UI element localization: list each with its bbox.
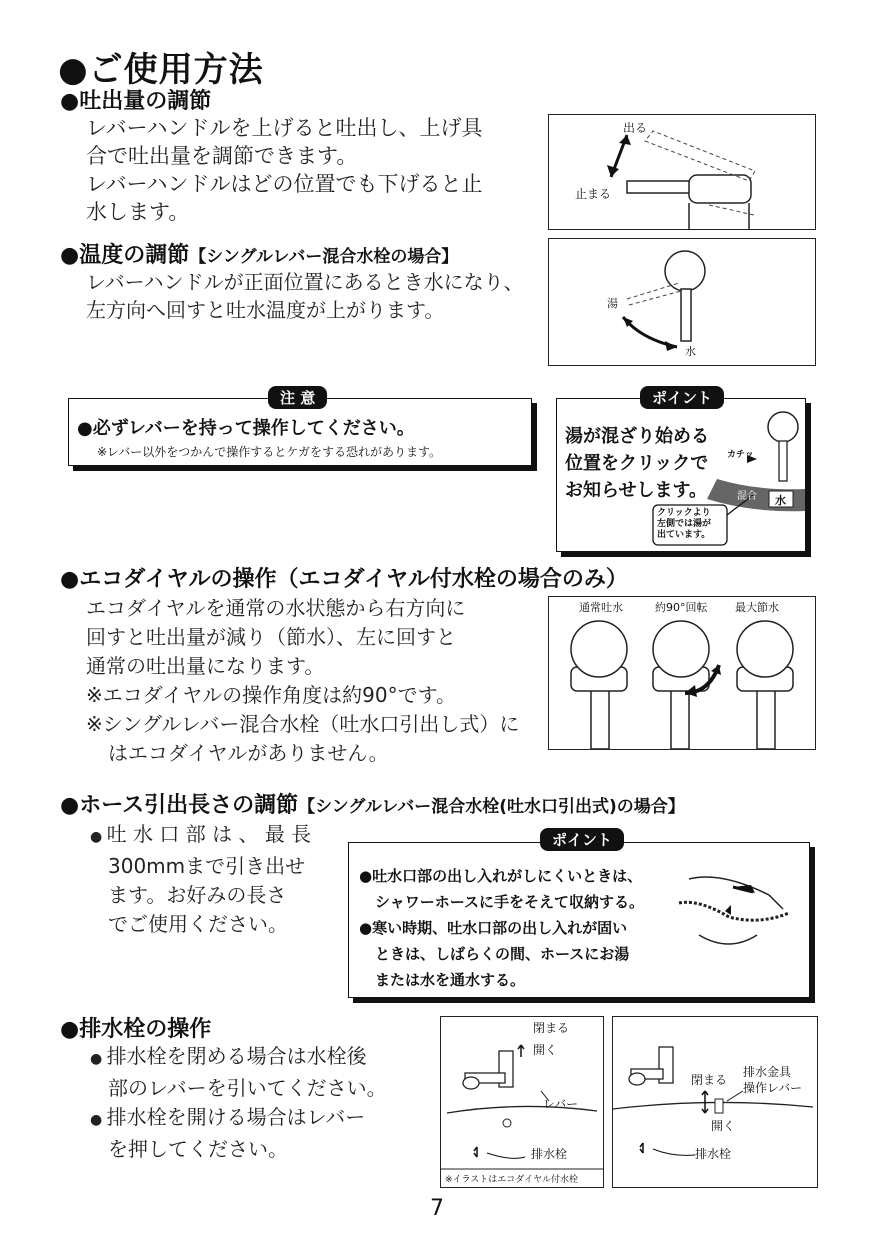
point1-note bbox=[657, 508, 711, 541]
drain1-close-label: 閉まる bbox=[533, 1021, 570, 1035]
drain2-plug-label: 排水栓 bbox=[695, 1147, 732, 1161]
temp-figure bbox=[548, 238, 816, 366]
drain-figure-2 bbox=[612, 1016, 818, 1188]
drain-lever-illustration bbox=[441, 1017, 603, 1187]
point1-line: お知らせします。 bbox=[565, 480, 708, 501]
flow-line: レバーハンドルを上げると吐出し、上げ具 bbox=[86, 116, 483, 140]
point1-box bbox=[556, 398, 806, 552]
hose-line: ます。お好みの長さ bbox=[108, 883, 287, 907]
flow-line: 水します。 bbox=[86, 200, 190, 224]
drain-heading: ●排水栓の操作 bbox=[60, 1017, 212, 1042]
eco-line: 通常の吐出量になります。 bbox=[86, 654, 325, 678]
temp-line: 左方向へ回すと吐水温度が上がります。 bbox=[86, 298, 445, 322]
eco-line: はエコダイヤルがありません。 bbox=[108, 741, 389, 765]
flow-line: レバーハンドルはどの位置でも下げると止 bbox=[86, 172, 483, 196]
drain2-open-label: 開く bbox=[711, 1119, 736, 1133]
drain2-lever-label-1: 排水金具 bbox=[743, 1065, 792, 1079]
temp-hot-label: 湯 bbox=[607, 297, 618, 310]
drain2-lever-label-2: 操作レバー bbox=[743, 1081, 803, 1095]
drain1-note: ※イラストはエコダイヤル付水栓 bbox=[445, 1175, 579, 1185]
point1-note-line: クリックより bbox=[657, 508, 711, 518]
point1-line: 位置をクリックで bbox=[565, 453, 709, 474]
drain-line: ● 排水栓を閉める場合は水栓後 bbox=[90, 1042, 387, 1074]
point2-line: ●吐水口部の出し入れがしにくいときは、 bbox=[359, 867, 643, 885]
drain-figure-1 bbox=[440, 1016, 604, 1188]
point1-click-label: カチッ bbox=[727, 450, 754, 460]
flow-line: 合で吐出量を調節できます。 bbox=[86, 144, 358, 168]
point1-mix-label: 混合 bbox=[737, 491, 757, 502]
hose-text bbox=[90, 820, 311, 939]
eco-figure bbox=[548, 596, 816, 750]
hose-hand-illustration bbox=[349, 843, 809, 997]
eco-label-max: 最大節水 bbox=[735, 601, 779, 614]
drain-line: 部のレバーを引いてください。 bbox=[108, 1076, 387, 1100]
drain1-plug-label: 排水栓 bbox=[531, 1147, 568, 1161]
drain1-lever-label: レバー bbox=[543, 1097, 579, 1111]
point1-cold-label: 水 bbox=[775, 494, 786, 507]
temp-text bbox=[86, 268, 524, 324]
point2-box bbox=[348, 842, 810, 998]
caution-sub: ※レバー以外をつかんで操作するとケガをする恐れがあります。 bbox=[97, 445, 442, 459]
handle-rotation-illustration bbox=[549, 239, 815, 365]
drain2-close-label: 閉まる bbox=[691, 1073, 728, 1087]
eco-heading: ●エコダイヤルの操作（エコダイヤル付水栓の場合のみ） bbox=[60, 567, 628, 592]
temp-heading bbox=[60, 238, 458, 269]
eco-label-rotate: 約90°回転 bbox=[655, 601, 708, 614]
temp-heading-main: ●温度の調節 bbox=[60, 243, 190, 268]
page-number: 7 bbox=[430, 1196, 444, 1221]
temp-heading-sub: 【シングルレバー混合水栓の場合】 bbox=[189, 247, 459, 267]
point1-line: 湯が混ざり始める bbox=[565, 426, 709, 447]
flow-out-label: 出る bbox=[623, 121, 648, 135]
hose-line: 300mmまで引き出せ bbox=[108, 854, 306, 878]
point1-tag: ポイント bbox=[640, 386, 724, 409]
eco-line: エコダイヤルを通常の水状態から右方向に bbox=[86, 596, 466, 620]
hose-line: ● 吐 水 口 部 は 、 最 長 bbox=[90, 820, 311, 852]
drain-line: ● 排水栓を開ける場合はレバー bbox=[90, 1103, 387, 1135]
eco-dial-illustration bbox=[549, 597, 815, 749]
eco-label-normal: 通常吐水 bbox=[579, 601, 623, 614]
flow-text bbox=[86, 114, 482, 226]
drain-line: を押してください。 bbox=[108, 1137, 288, 1161]
caution-main: ●必ずレバーを持って操作してください。 bbox=[77, 418, 415, 439]
flow-figure bbox=[548, 114, 816, 230]
eco-line: 回すと吐出量が減り（節水）、左に回すと bbox=[86, 625, 456, 649]
hose-heading-sub: 【シングルレバー混合水栓(吐水口引出式)の場合】 bbox=[298, 797, 685, 817]
point2-line: ●寒い時期、吐水口部の出し入れが固い bbox=[359, 919, 628, 937]
point1-note-line: 左側では湯が bbox=[657, 519, 712, 529]
point2-line: ときは、しばらくの間、ホースにお湯 bbox=[375, 945, 630, 963]
point2-tag: ポイント bbox=[540, 828, 624, 851]
drain1-open-label: 開く bbox=[533, 1043, 558, 1057]
point2-line: シャワーホースに手をそえて収納する。 bbox=[375, 893, 644, 911]
temp-line: レバーハンドルが正面位置にあるとき水になり、 bbox=[86, 270, 524, 294]
lever-illustration bbox=[549, 115, 815, 229]
caution-tag: 注 意 bbox=[268, 386, 327, 409]
hose-line: でご使用ください。 bbox=[108, 912, 288, 936]
drain-text bbox=[90, 1042, 387, 1164]
hose-heading-main: ●ホース引出長さの調節 bbox=[60, 793, 299, 818]
eco-line: ※エコダイヤルの操作角度は約90°です。 bbox=[86, 683, 457, 707]
point1-note-line: 出ています。 bbox=[657, 530, 711, 540]
flow-stop-label: 止まる bbox=[575, 187, 612, 201]
temp-cold-label: 水 bbox=[685, 345, 696, 358]
flow-heading: ●吐出量の調節 bbox=[60, 89, 212, 114]
hose-heading bbox=[60, 788, 685, 819]
eco-text bbox=[86, 594, 519, 768]
eco-line: ※シングルレバー混合水栓（吐水口引出し式）に bbox=[86, 712, 520, 736]
point2-line: または水を通水する。 bbox=[375, 971, 526, 989]
page-title: ●ご使用方法 bbox=[58, 50, 264, 90]
